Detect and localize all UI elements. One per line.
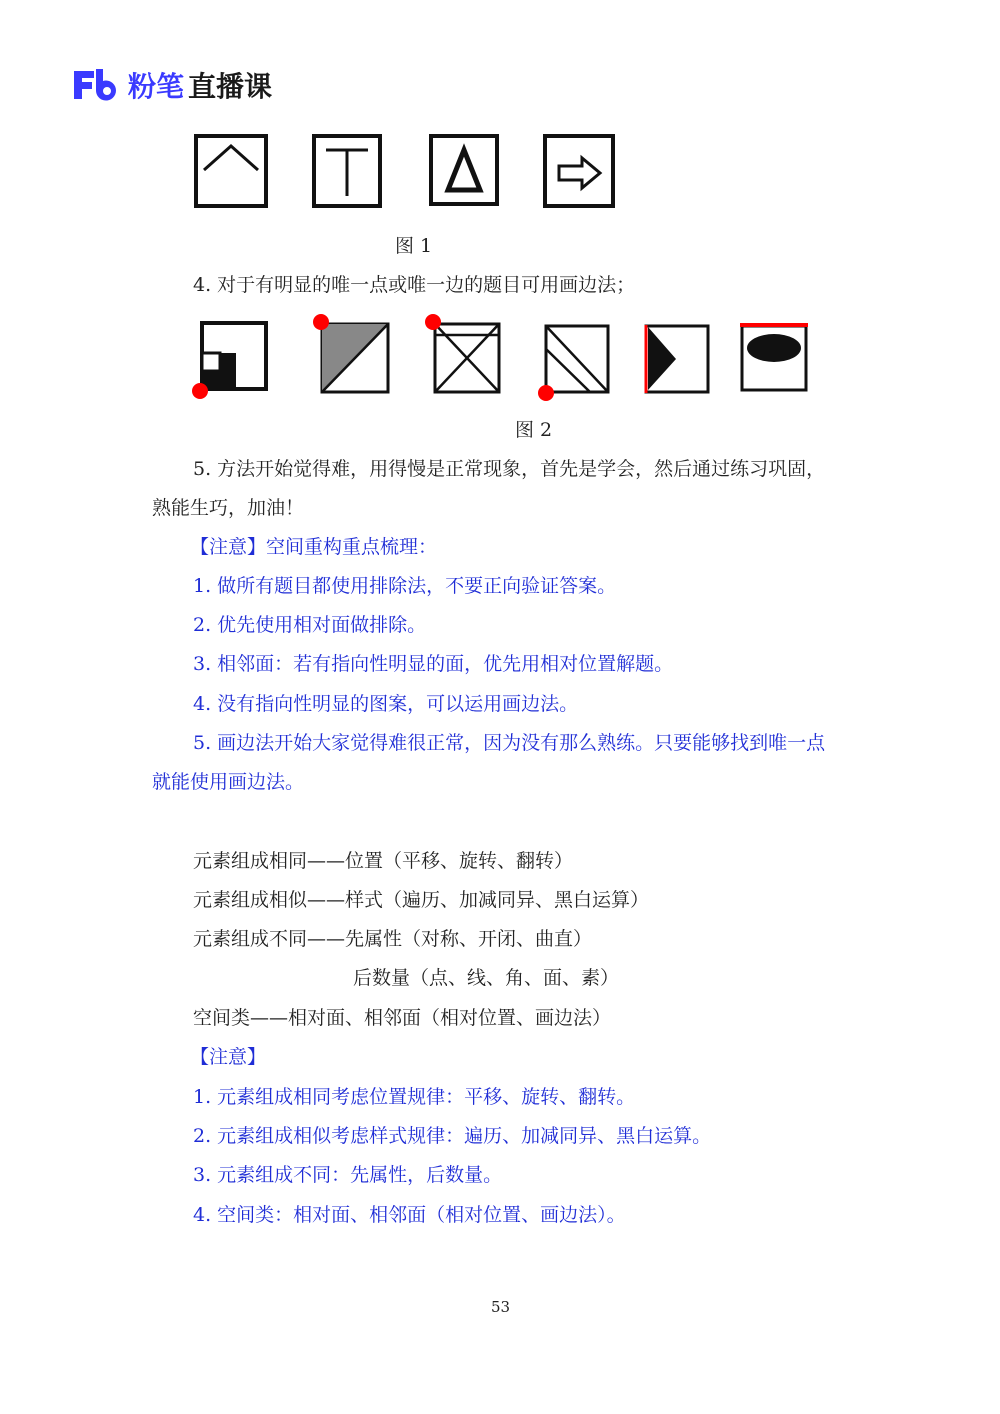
note-1-title: 【注意】空间重构重点梳理： xyxy=(190,536,438,558)
note-1-item-4: 4. 没有指向性明显的图案，可以运用画边法。 xyxy=(193,693,579,715)
figure-2-caption: 图 2 xyxy=(515,419,553,441)
double-diagonal-icon xyxy=(538,326,608,401)
summary-line-1: 元素组成相同——位置（平移、旋转、翻转） xyxy=(193,850,574,872)
note-1-item-1: 1. 做所有题目都使用排除法，不要正向验证答案。 xyxy=(193,575,617,597)
brand-name: 粉笔 xyxy=(128,70,185,103)
item-5-line-1: 5. 方法开始觉得难，用得慢是正常现象，首先是学会，然后通过练习巩固， xyxy=(193,458,826,480)
logo-text xyxy=(128,65,272,105)
t-letter-icon xyxy=(314,136,380,206)
note-2-item-1: 1. 元素组成相同考虑位置规律：平移、旋转、翻转。 xyxy=(193,1086,636,1108)
summary-line-5: 空间类——相对面、相邻面（相对位置、画边法） xyxy=(193,1007,612,1029)
note-1-item-5: 5. 画边法开始大家觉得难很正常，因为没有那么熟练。只要能够找到唯一点 xyxy=(193,732,826,754)
item-4: 4. 对于有明显的唯一点或唯一边的题目可用画边法； xyxy=(193,274,636,296)
triangle-pointer-icon xyxy=(646,325,708,393)
note-2-item-3: 3. 元素组成不同：先属性，后数量。 xyxy=(193,1164,503,1186)
note-1-item-2: 2. 优先使用相对面做排除。 xyxy=(193,614,427,636)
summary-line-4: 后数量（点、线、角、面、素） xyxy=(353,967,620,989)
fb-logo-icon xyxy=(70,65,118,105)
figure-1-caption: 图 1 xyxy=(395,235,433,257)
note-2-title: 【注意】 xyxy=(190,1046,267,1068)
summary-line-2: 元素组成相似——样式（遍历、加减同异、黑白运算） xyxy=(193,889,650,911)
ellipse-top-edge-icon xyxy=(740,325,808,390)
figure-2 xyxy=(190,315,815,405)
arrow-right-icon xyxy=(545,136,613,206)
note-2-item-4: 4. 空间类：相对面、相邻面（相对位置、画边法）。 xyxy=(193,1204,626,1226)
figure-1 xyxy=(190,130,630,215)
diagonal-shaded-icon xyxy=(313,314,388,392)
page-number: 53 xyxy=(491,1298,511,1316)
note-1-item-5-cont: 就能使用画边法。 xyxy=(152,771,305,793)
product-name: 直播课 xyxy=(188,70,273,103)
summary-line-3: 元素组成不同——先属性（对称、开闭、曲直） xyxy=(193,928,593,950)
crossed-box-icon xyxy=(425,314,499,392)
item-5-line-2: 熟能生巧，加油！ xyxy=(152,497,305,519)
caret-up-icon xyxy=(196,136,266,206)
header-logo xyxy=(70,62,272,108)
note-1-item-3: 3. 相邻面：若有指向性明显的面，优先用相对位置解题。 xyxy=(193,653,674,675)
corner-block-icon xyxy=(192,323,266,399)
note-2-item-2: 2. 元素组成相似考虑样式规律：遍历、加减同异、黑白运算。 xyxy=(193,1125,712,1147)
triangle-icon xyxy=(431,136,497,204)
